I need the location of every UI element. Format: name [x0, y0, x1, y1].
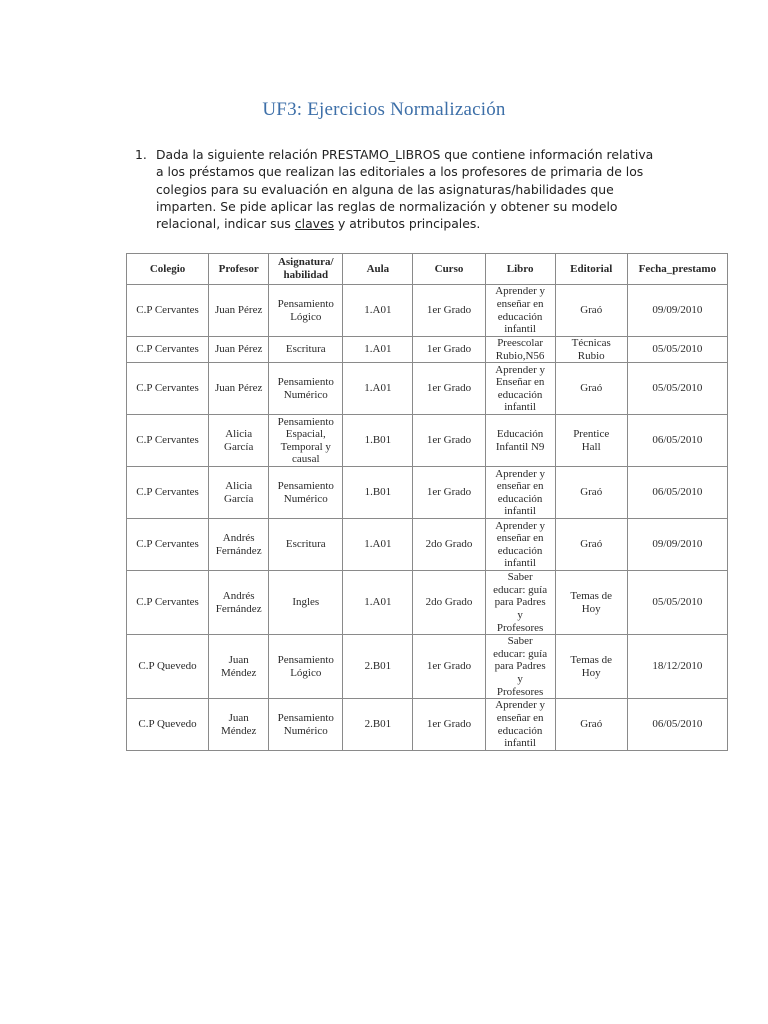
question-text-end: y atributos principales. — [334, 216, 481, 232]
question-number: 1. — [135, 147, 147, 162]
cell-aula: 1.B01 — [343, 415, 413, 467]
cell-asignatura: Ingles — [269, 571, 343, 635]
table-row — [127, 363, 728, 415]
table-row — [127, 571, 728, 635]
header-profesor: Profesor — [209, 254, 269, 285]
cell-fecha: 09/09/2010 — [627, 519, 727, 571]
cell-curso: 1er Grado — [413, 363, 485, 415]
cell-curso: 1er Grado — [413, 699, 485, 751]
cell-colegio: C.P Cervantes — [127, 363, 209, 415]
cell-fecha: 06/05/2010 — [627, 699, 727, 751]
cell-editorial: Graó — [555, 699, 627, 751]
cell-asignatura: Pensamiento Lógico — [269, 635, 343, 699]
cell-aula: 2.B01 — [343, 635, 413, 699]
cell-colegio: C.P Cervantes — [127, 467, 209, 519]
document-title: UF3: Ejercicios Normalización — [262, 99, 506, 120]
prestamo-libros-table — [126, 253, 728, 751]
cell-aula: 1.A01 — [343, 363, 413, 415]
cell-curso: 1er Grado — [413, 635, 485, 699]
cell-editorial: Graó — [555, 285, 627, 337]
cell-asignatura: Pensamiento Numérico — [269, 467, 343, 519]
cell-fecha: 09/09/2010 — [627, 285, 727, 337]
cell-asignatura: Pensamiento Espacial, Temporal y causal — [269, 415, 343, 467]
cell-fecha: 05/05/2010 — [627, 363, 727, 415]
cell-colegio: C.P Quevedo — [127, 699, 209, 751]
header-editorial: Editorial — [555, 254, 627, 285]
cell-curso: 1er Grado — [413, 337, 485, 363]
question-text — [156, 146, 656, 232]
cell-aula: 1.A01 — [343, 285, 413, 337]
table-row — [127, 635, 728, 699]
cell-profesor: Alicia García — [209, 467, 269, 519]
question-text-main: Dada la siguiente relación PRESTAMO_LIBROS que contiene información relativa a los préstamos que realizan las editoriales a los profesores de primaria de los colegios para su evaluación en alguna de las asignaturas/habilidades que imparten. Se pide aplicar las reglas de normalización y obtener su modelo relacional, indicar sus — [156, 147, 654, 232]
cell-profesor: Andrés Fernández — [209, 571, 269, 635]
cell-fecha: 05/05/2010 — [627, 337, 727, 363]
cell-libro: Aprender y enseñar en educación infantil — [485, 285, 555, 337]
cell-asignatura: Escritura — [269, 337, 343, 363]
header-libro: Libro — [485, 254, 555, 285]
header-asignatura: Asignatura/ habilidad — [269, 254, 343, 285]
cell-fecha: 06/05/2010 — [627, 415, 727, 467]
cell-libro: Educación Infantil N9 — [485, 415, 555, 467]
cell-profesor: Alicia García — [209, 415, 269, 467]
cell-colegio: C.P Cervantes — [127, 415, 209, 467]
cell-editorial: Temas de Hoy — [555, 635, 627, 699]
cell-fecha: 18/12/2010 — [627, 635, 727, 699]
cell-curso: 2do Grado — [413, 571, 485, 635]
cell-aula: 1.A01 — [343, 337, 413, 363]
cell-editorial: Graó — [555, 363, 627, 415]
table-row — [127, 415, 728, 467]
cell-asignatura: Escritura — [269, 519, 343, 571]
cell-aula: 1.A01 — [343, 571, 413, 635]
cell-curso: 1er Grado — [413, 467, 485, 519]
cell-asignatura: Pensamiento Lógico — [269, 285, 343, 337]
cell-colegio: C.P Cervantes — [127, 519, 209, 571]
table-row — [127, 285, 728, 337]
cell-curso: 1er Grado — [413, 285, 485, 337]
cell-libro: Aprender y enseñar en educación infantil — [485, 699, 555, 751]
table-row — [127, 699, 728, 751]
header-curso: Curso — [413, 254, 485, 285]
table-row — [127, 467, 728, 519]
header-colegio: Colegio — [127, 254, 209, 285]
cell-aula: 2.B01 — [343, 699, 413, 751]
header-aula: Aula — [343, 254, 413, 285]
cell-editorial: Graó — [555, 519, 627, 571]
cell-profesor: Juan Pérez — [209, 363, 269, 415]
table-row — [127, 337, 728, 363]
cell-colegio: C.P Cervantes — [127, 571, 209, 635]
cell-libro: Aprender y enseñar en educación infantil — [485, 467, 555, 519]
cell-asignatura: Pensamiento Numérico — [269, 699, 343, 751]
cell-editorial: Prentice Hall — [555, 415, 627, 467]
cell-libro: Saber educar: guía para Padres y Profesores — [485, 571, 555, 635]
cell-fecha: 05/05/2010 — [627, 571, 727, 635]
cell-colegio: C.P Quevedo — [127, 635, 209, 699]
cell-editorial: Graó — [555, 467, 627, 519]
cell-colegio: C.P Cervantes — [127, 285, 209, 337]
cell-aula: 1.A01 — [343, 519, 413, 571]
cell-asignatura: Pensamiento Numérico — [269, 363, 343, 415]
cell-profesor: Juan Pérez — [209, 337, 269, 363]
table-row — [127, 519, 728, 571]
cell-curso: 1er Grado — [413, 415, 485, 467]
cell-editorial: Temas de Hoy — [555, 571, 627, 635]
cell-profesor: Juan Méndez — [209, 635, 269, 699]
cell-curso: 2do Grado — [413, 519, 485, 571]
cell-fecha: 06/05/2010 — [627, 467, 727, 519]
table-body — [127, 285, 728, 751]
cell-libro: Aprender y enseñar en educación infantil — [485, 519, 555, 571]
question-text-underlined: claves — [294, 216, 335, 232]
cell-profesor: Juan Méndez — [209, 699, 269, 751]
cell-profesor: Juan Pérez — [209, 285, 269, 337]
cell-colegio: C.P Cervantes — [127, 337, 209, 363]
cell-libro: Aprender y Enseñar en educación infantil — [485, 363, 555, 415]
table-header-row — [127, 254, 728, 285]
cell-editorial: Técnicas Rubio — [555, 337, 627, 363]
header-fecha-prestamo: Fecha_prestamo — [627, 254, 727, 285]
cell-profesor: Andrés Fernández — [209, 519, 269, 571]
cell-libro: Preescolar Rubio,N56 — [485, 337, 555, 363]
cell-aula: 1.B01 — [343, 467, 413, 519]
cell-libro: Saber educar: guía para Padres y Profesores — [485, 635, 555, 699]
